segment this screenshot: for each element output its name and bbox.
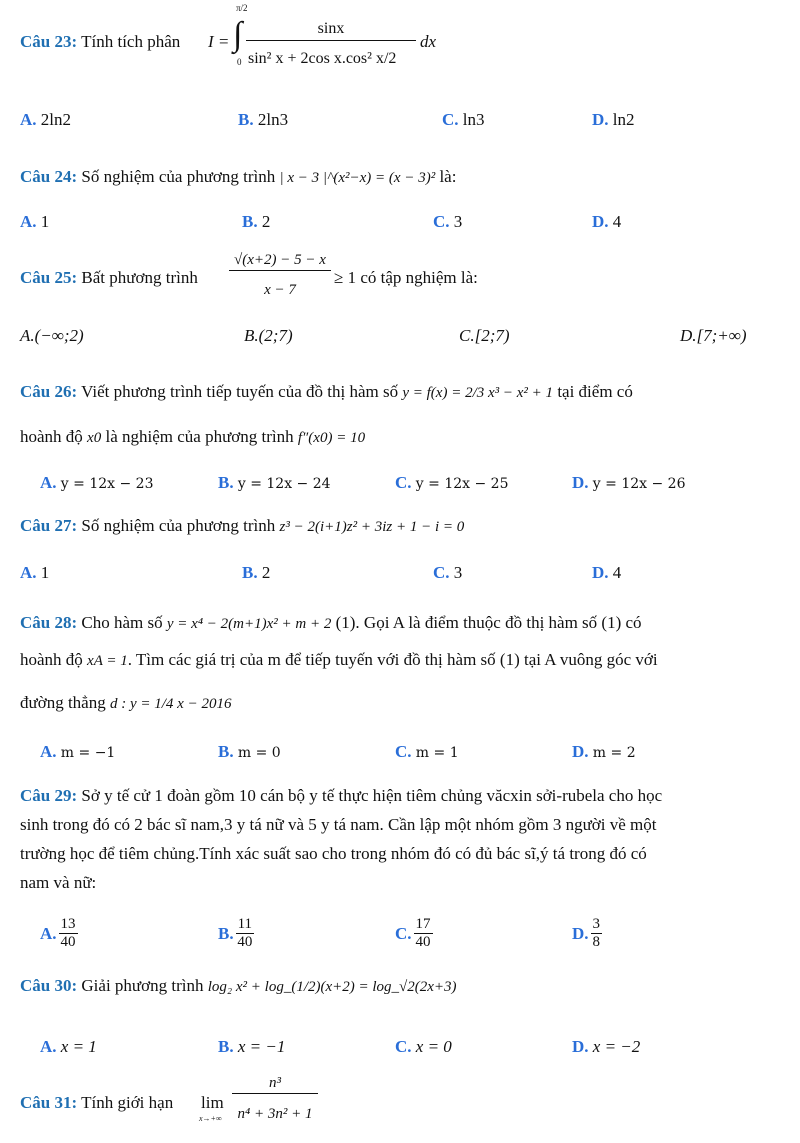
option-letter: B. (238, 110, 254, 129)
option-letter: A. (40, 473, 57, 492)
question-text: Số nghiệm của phương trình (81, 516, 276, 535)
question-label: Câu 26: (20, 382, 78, 401)
question-line: trường học để tiêm chủng.Tính xác suất sao cho trong nhóm đó có đủ bác sĩ,ý tá trong đó có (20, 844, 647, 863)
option-b[interactable] (244, 326, 293, 346)
question-26-line2 (20, 427, 365, 447)
question-line2-var: x0 (87, 430, 102, 446)
option-letter: C. (433, 212, 450, 231)
question-line2-math: xA = 1 (87, 653, 128, 669)
option-value: 2 (261, 212, 271, 231)
question-label: Câu 28: (20, 613, 78, 632)
option-value: 3 (453, 563, 463, 582)
question-line3-math: d : y = 1/4 x − 2016 (109, 696, 232, 712)
question-tail: (1). Gọi A là điểm thuộc đồ thị hàm số (1) có (335, 613, 642, 632)
option-value: 4 (612, 563, 622, 582)
option-denominator: 8 (592, 934, 601, 951)
question-text: Số nghiệm của phương trình (81, 167, 276, 186)
question-29 (20, 786, 662, 806)
option-value: y = 12x − 25 (415, 476, 509, 492)
question-label: Câu 27: (20, 516, 78, 535)
option-c[interactable] (433, 563, 462, 583)
question-text: Viết phương trình tiếp tuyến của đồ thị hàm số (81, 382, 399, 401)
limit-denominator: n⁴ + 3n² + 1 (237, 1106, 313, 1122)
option-d[interactable] (572, 473, 685, 493)
option-letter: C. (395, 1037, 412, 1056)
question-30 (20, 976, 457, 996)
option-letter: C. (395, 923, 412, 943)
option-c[interactable] (395, 473, 508, 493)
integral-lhs: I = (208, 32, 230, 51)
option-c[interactable] (395, 742, 459, 762)
option-letter: B. (218, 1037, 234, 1056)
question-text: Bất phương trình (81, 268, 198, 287)
option-letter: A. (40, 1037, 57, 1056)
option-denominator: 40 (415, 934, 431, 951)
option-d[interactable] (592, 563, 621, 583)
option-letter: D. (572, 923, 589, 943)
option-c[interactable] (395, 1037, 452, 1057)
option-value: m = 1 (415, 745, 459, 761)
question-line2-text: . Tìm các giá trị của m để tiếp tuyến với đồ thị hàm số (1) tại A vuông góc với (127, 650, 658, 669)
question-26 (20, 382, 633, 402)
option-b[interactable] (218, 1037, 285, 1057)
option-a[interactable] (20, 110, 71, 130)
integral-numerator: sinx (246, 20, 416, 41)
fraction-denominator: x − 7 (264, 282, 296, 298)
question-relation: ≥ 1 (334, 268, 357, 287)
option-c[interactable] (459, 326, 510, 346)
option-letter: A. (20, 326, 35, 345)
option-letter: A. (20, 563, 37, 582)
option-letter: A. (20, 212, 37, 231)
question-24 (20, 167, 456, 187)
option-value: x = −2 (592, 1037, 641, 1056)
option-d[interactable] (592, 110, 635, 130)
option-letter: B. (218, 473, 234, 492)
option-a[interactable] (40, 473, 153, 493)
question-label: Câu 29: (20, 786, 78, 805)
fraction-numerator: √(x+2) − 5 − x (229, 252, 331, 271)
option-numerator: 11 (236, 916, 254, 934)
option-d[interactable] (572, 916, 604, 952)
integral-sign: ∫ (233, 16, 243, 53)
question-25-tail (334, 268, 478, 288)
option-letter: B. (242, 563, 258, 582)
option-value: m = 2 (592, 745, 636, 761)
option-a[interactable] (20, 212, 49, 232)
option-d[interactable] (680, 326, 747, 346)
option-b[interactable] (218, 473, 331, 493)
question-math: | x − 3 |^(x²−x) = (x − 3)² (279, 170, 436, 186)
question-line2-text: là nghiệm của phương trình (105, 427, 294, 446)
question-text: Tính giới hạn (81, 1093, 174, 1112)
option-numerator: 13 (59, 916, 78, 934)
option-d[interactable] (572, 1037, 640, 1057)
option-value: x = 0 (415, 1037, 452, 1056)
question-line2-math: f″(x0) = 10 (297, 430, 366, 446)
option-letter: B. (242, 212, 258, 231)
limit-subscript: x→+∞ (199, 1114, 222, 1123)
option-letter: C. (442, 110, 459, 129)
option-value: [2;7) (474, 326, 510, 345)
integral-upper: π/2 (236, 3, 248, 13)
question-math: y = x⁴ − 2(m+1)x² + m + 2 (166, 616, 332, 632)
option-letter: C. (459, 326, 475, 345)
option-letter: D. (592, 212, 609, 231)
question-tail: tại điểm có (557, 382, 633, 401)
question-27 (20, 516, 464, 536)
option-a[interactable] (40, 1037, 97, 1057)
option-letter: A. (40, 742, 57, 761)
option-letter: A. (20, 110, 37, 129)
option-letter: C. (433, 563, 450, 582)
question-tail: là: (439, 167, 457, 186)
question-math: y = f(x) = 2/3 x³ − x² + 1 (402, 385, 554, 401)
option-a[interactable] (20, 563, 49, 583)
option-b[interactable] (238, 110, 288, 130)
option-d[interactable] (592, 212, 621, 232)
question-text: Giải phương trình (81, 976, 204, 995)
option-value: y = 12x − 26 (592, 476, 686, 492)
option-value: m = −1 (60, 745, 116, 761)
option-value: 2ln3 (257, 110, 289, 129)
question-line2: hoành độ (20, 427, 83, 446)
question-label: Câu 30: (20, 976, 78, 995)
question-text: Cho hàm số (81, 613, 163, 632)
option-letter: B. (218, 923, 234, 943)
question-line2: hoành độ (20, 650, 83, 669)
option-a[interactable] (20, 326, 84, 346)
option-denominator: 40 (60, 934, 76, 951)
option-numerator: 17 (414, 916, 433, 934)
option-letter: D. (680, 326, 697, 345)
question-math: log₂ x² + log_(1/2)(x+2) = log_√2(2x+3) (207, 979, 457, 995)
option-value: 3 (453, 212, 463, 231)
option-value: (2;7) (258, 326, 293, 345)
option-value: 2ln2 (40, 110, 72, 129)
question-28 (20, 613, 642, 633)
integral-dx: dx (420, 32, 437, 51)
integral-lower: 0 (237, 57, 242, 67)
option-d[interactable] (572, 742, 636, 762)
question-25 (20, 268, 198, 288)
option-c[interactable] (395, 916, 435, 952)
option-value: 1 (40, 212, 50, 231)
question-23 (20, 32, 180, 52)
option-b[interactable] (218, 916, 256, 952)
option-letter: B. (244, 326, 259, 345)
option-value: [7;+∞) (696, 326, 747, 345)
option-value: 1 (40, 563, 50, 582)
option-b[interactable] (242, 563, 270, 583)
question-tail: có tập nghiệm là: (360, 268, 478, 287)
option-letter: D. (592, 563, 609, 582)
question-label: Câu 25: (20, 268, 78, 287)
option-value: 4 (612, 212, 622, 231)
option-value: 2 (261, 563, 271, 582)
option-letter: D. (572, 1037, 589, 1056)
option-value: ln2 (612, 110, 635, 129)
option-value: x = 1 (60, 1037, 97, 1056)
question-label: Câu 24: (20, 167, 78, 186)
option-letter: D. (572, 473, 589, 492)
option-c[interactable] (442, 110, 485, 130)
question-math: z³ − 2(i+1)z² + 3iz + 1 − i = 0 (279, 519, 465, 535)
question-31 (20, 1093, 173, 1113)
option-letter: C. (395, 473, 412, 492)
limit-word: lim (201, 1093, 224, 1112)
option-letter: C. (395, 742, 412, 761)
question-text: Tính tích phân (81, 32, 181, 51)
question-line: Sở y tế cử 1 đoàn gồm 10 cán bộ y tế thực hiện tiêm chủng văcxin sởi-rubela cho học (81, 786, 663, 805)
option-letter: B. (218, 742, 234, 761)
option-c[interactable] (433, 212, 462, 232)
option-value: (−∞;2) (34, 326, 84, 345)
option-numerator: 3 (591, 916, 603, 934)
option-letter: D. (572, 742, 589, 761)
option-value: ln3 (462, 110, 485, 129)
limit-numerator: n³ (232, 1075, 318, 1094)
option-a[interactable] (40, 742, 115, 762)
option-denominator: 40 (237, 934, 253, 951)
option-letter: A. (40, 923, 57, 943)
option-value: y = 12x − 23 (60, 476, 154, 492)
option-b[interactable] (218, 742, 281, 762)
option-a[interactable] (40, 916, 80, 952)
option-value: y = 12x − 24 (237, 476, 331, 492)
question-label: Câu 31: (20, 1093, 78, 1112)
question-line3: đường thẳng (20, 693, 106, 712)
option-value: x = −1 (237, 1037, 286, 1056)
option-value: m = 0 (237, 745, 281, 761)
integral-denominator: sin² x + 2cos x.cos² x/2 (248, 50, 397, 67)
question-line: sinh trong đó có 2 bác sĩ nam,3 y tá nữ và 5 y tá nam. Cần lập một nhóm gồm 3 người về một (20, 815, 657, 834)
question-line: nam và nữ: (20, 873, 97, 892)
option-b[interactable] (242, 212, 270, 232)
question-28-line3 (20, 693, 231, 713)
option-letter: D. (592, 110, 609, 129)
question-label: Câu 23: (20, 32, 78, 51)
question-28-line2 (20, 650, 658, 670)
